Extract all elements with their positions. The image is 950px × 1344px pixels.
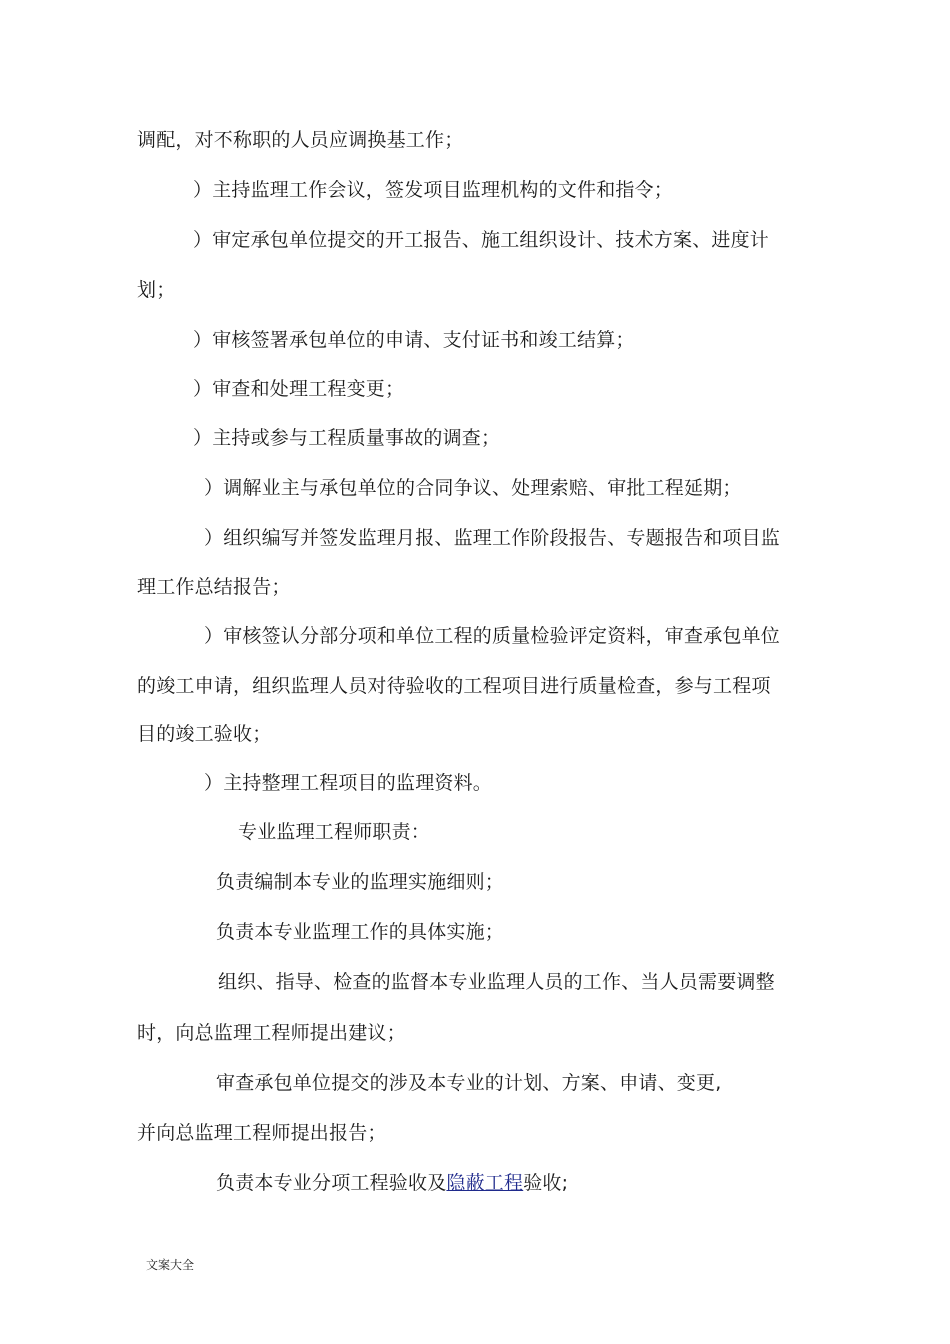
paragraph-line: ）主持整理工程项目的监理资料。 (204, 772, 493, 794)
paragraph-line: 负责本专业监理工作的具体实施； (216, 921, 505, 943)
paragraph-line: 的竣工申请，组织监理人员对待验收的工程项目进行质量检查，参与工程项 (137, 675, 771, 697)
footer-label: 文案大全 (146, 1258, 195, 1272)
paragraph-line: ）主持监理工作会议，签发项目监理机构的文件和指令； (193, 179, 674, 201)
paragraph-line: ）组织编写并签发监理月报、监理工作阶段报告、专题报告和项目监 (204, 527, 781, 549)
paragraph-line: 负责编制本专业的监理实施细则； (216, 871, 505, 893)
paragraph-line: ）调解业主与承包单位的合同争议、处理索赔、审批工程延期； (204, 477, 742, 499)
line-text-after: 验收; (523, 1172, 569, 1194)
paragraph-line: 目的竣工验收； (137, 723, 272, 745)
paragraph-line: 审查承包单位提交的涉及本专业的计划、方案、申请、变更, (216, 1072, 722, 1094)
paragraph-line: 组织、指导、检查的监督本专业监理人员的工作、当人员需要调整 (218, 971, 775, 993)
paragraph-line: 调配，对不称职的人员应调换基工作； (137, 129, 464, 151)
paragraph-line: ）审核签认分部分项和单位工程的质量检验评定资料，审查承包单位 (204, 625, 781, 647)
paragraph-line: ）主持或参与工程质量事故的调查； (193, 427, 501, 449)
section-heading: 专业监理工程师职责： (238, 821, 431, 843)
paragraph-line: 时，向总监理工程师提出建议； (137, 1022, 406, 1044)
paragraph-line: ）审定承包单位提交的开工报告、施工组织设计、技术方案、进度计 (193, 229, 770, 251)
paragraph-line: ）审核签署承包单位的申请、支付证书和竣工结算； (193, 329, 635, 351)
paragraph-line: ）审查和处理工程变更； (193, 378, 405, 400)
hidden-works-link[interactable]: 隐蔽工程 (446, 1172, 524, 1194)
paragraph-line: 理工作总结报告； (137, 576, 291, 598)
paragraph-line-with-link (216, 1171, 568, 1195)
line-text-before: 负责本专业分项工程验收及 (216, 1172, 447, 1194)
paragraph-line: 并向总监理工程师提出报告； (137, 1122, 387, 1144)
paragraph-line: 划； (137, 279, 176, 301)
